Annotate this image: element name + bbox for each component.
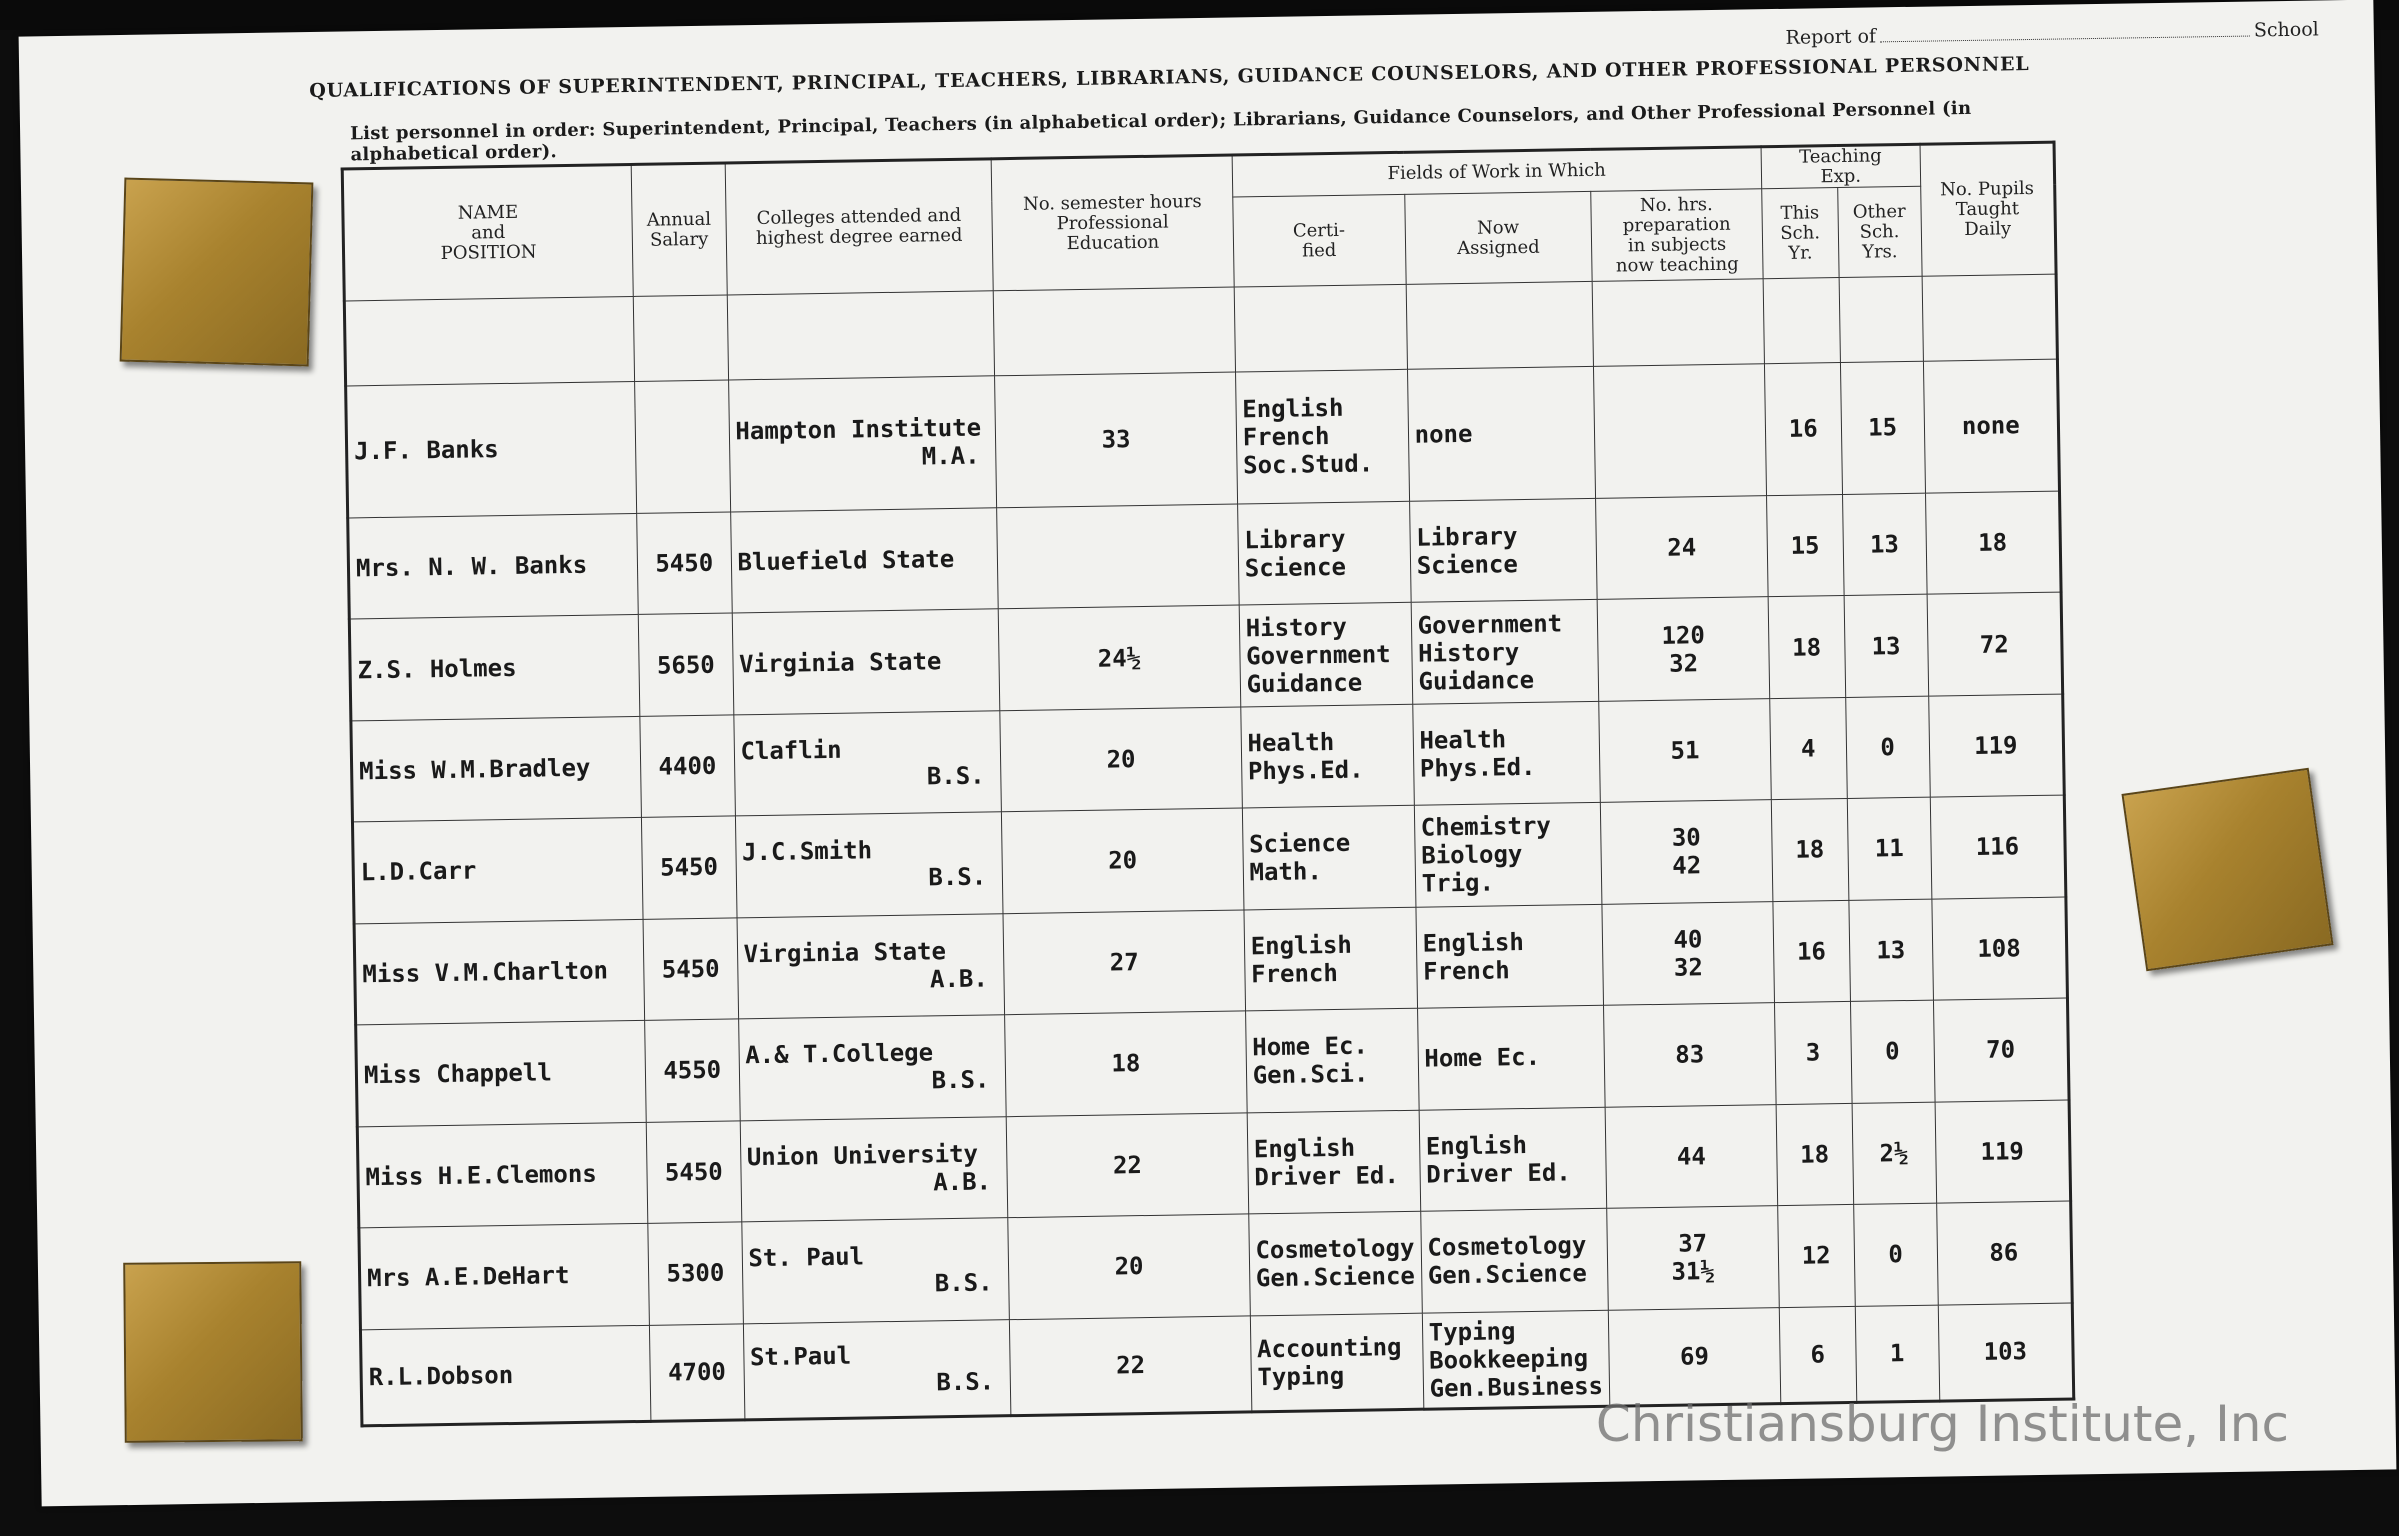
college-name: Hampton Institute: [735, 413, 982, 446]
assigned-line: Chemistry: [1420, 812, 1552, 843]
cell-pupils: 70: [1933, 998, 2069, 1102]
prep-hours-line: 69: [1679, 1341, 1710, 1371]
cell-prep-hours: [1599, 698, 1771, 802]
assigned-line: French: [1422, 956, 1510, 986]
cell-hours: 18: [1005, 1011, 1247, 1116]
degree: M.A.: [921, 441, 980, 471]
cell-prep-hours: [1593, 364, 1766, 499]
certified-line: Gen.Science: [1255, 1262, 1416, 1293]
certified-line: Gen.Sci.: [1252, 1059, 1369, 1090]
cell-name: Miss Chappell: [356, 1021, 647, 1127]
cell-name: L.D.Carr: [352, 818, 643, 924]
cell-certified: [1248, 1211, 1422, 1315]
header-this-year-line: Sch.: [1780, 221, 1821, 244]
cell-other-years: 13: [1844, 595, 1929, 698]
cell-assigned: [1419, 1107, 1607, 1211]
cell-salary: 5450: [637, 512, 732, 615]
header-certified-line: Certi-: [1292, 219, 1346, 242]
assigned-line: Trig.: [1421, 868, 1495, 899]
cell-certified: [1235, 369, 1409, 504]
header-other-years-line: Yrs.: [1861, 240, 1898, 263]
certified-line: Home Ec.: [1252, 1031, 1369, 1062]
cell-assigned: [1412, 701, 1600, 805]
certified-line: English: [1250, 930, 1353, 961]
header-prep-hours: [1591, 189, 1763, 282]
magnet-top-left: [120, 178, 314, 367]
cell-pupils: 108: [1932, 897, 2068, 1001]
header-other-years-line: Other: [1852, 200, 1906, 223]
assigned-line: Gen.Business: [1429, 1371, 1604, 1403]
cell-hours: 27: [1003, 910, 1245, 1015]
cell-pupils: none: [1923, 359, 2059, 493]
header-pupils-line: Daily: [1964, 218, 2012, 241]
certified-line: Guidance: [1246, 668, 1363, 698]
cell-certified: [1247, 1110, 1421, 1214]
prep-hours-line: 44: [1676, 1142, 1706, 1171]
cell-assigned: [1409, 498, 1597, 602]
cell-pupils: 18: [1925, 491, 2061, 595]
assigned-line: Home Ec.: [1424, 1043, 1541, 1074]
header-prep-hours-line: now teaching: [1615, 253, 1739, 277]
header-pupils-line: No. Pupils: [1940, 177, 2035, 201]
cell-this-year: 18: [1768, 596, 1845, 699]
assigned-line: English: [1425, 1130, 1528, 1161]
cell-pupils: 72: [1927, 592, 2063, 696]
header-salary-line: Salary: [649, 228, 709, 251]
cell-name: J.F. Banks: [346, 381, 637, 517]
header-certified-line: fied: [1301, 239, 1337, 261]
header-hours-line: Education: [1066, 231, 1160, 255]
cell-this-year: 16: [1773, 900, 1850, 1003]
cell-assigned: [1420, 1208, 1608, 1312]
degree: B.S.: [936, 1367, 995, 1397]
personnel-rows: [346, 359, 2074, 1426]
cell-college: [740, 1116, 1008, 1222]
cell-this-year: 15: [1766, 494, 1843, 597]
certified-line: Math.: [1249, 857, 1323, 887]
cell-certified: [1242, 806, 1416, 910]
prep-hours-line: 120: [1661, 620, 1706, 650]
cell-college: [732, 609, 1000, 715]
certified-line: Cosmetology: [1255, 1234, 1415, 1265]
header-pupils-line: Taught: [1955, 198, 2020, 221]
cell-college: [741, 1218, 1009, 1324]
cell-certified: [1245, 1008, 1419, 1112]
college-name: Virginia State: [743, 937, 947, 969]
cell-other-years: 0: [1850, 1000, 1935, 1103]
header-other-years-line: Sch.: [1859, 220, 1900, 243]
certified-line: Driver Ed.: [1254, 1160, 1400, 1192]
certified-line: Science: [1244, 552, 1347, 583]
assigned-line: Guidance: [1418, 665, 1535, 696]
cell-other-years: 11: [1847, 797, 1932, 900]
cell-prep-hours: [1604, 1003, 1776, 1107]
magnet-bottom-left: [123, 1261, 303, 1443]
certified-line: French: [1242, 422, 1330, 452]
cell-college: [735, 812, 1003, 918]
cell-hours: 33: [995, 372, 1237, 508]
certified-line: History: [1245, 612, 1348, 642]
cell-college: [743, 1319, 1011, 1420]
cell-prep-hours: [1596, 496, 1768, 600]
certified-line: Accounting: [1256, 1332, 1402, 1364]
cell-salary: 5300: [648, 1222, 743, 1325]
college-name: Virginia State: [738, 646, 942, 678]
cell-pupils: 103: [1938, 1303, 2074, 1402]
cell-college: [730, 508, 998, 614]
header-this-year-line: This: [1780, 201, 1820, 224]
cell-name: R.L.Dobson: [360, 1325, 651, 1426]
cell-name: Miss H.E.Clemons: [357, 1122, 648, 1228]
assigned-line: Library: [1416, 522, 1518, 552]
prep-hours-line: 32: [1673, 953, 1704, 982]
certified-line: Health: [1247, 728, 1335, 758]
cell-this-year: 3: [1774, 1002, 1851, 1105]
watermark: Christiansburg Institute, Inc: [1595, 1395, 2289, 1453]
cell-certified: [1240, 704, 1414, 808]
cell-salary: 4400: [640, 715, 735, 818]
cell-hours: 20: [1008, 1214, 1250, 1319]
cell-prep-hours: [1605, 1104, 1777, 1208]
form-instructions: List personnel in order: Superintendent, Principal, Teachers (in alphabetical order); Librarians, Guidance Counselors, and Other Professional Personnel (in alphabetical order).: [350, 97, 1972, 166]
cell-certified: [1250, 1313, 1423, 1412]
cell-salary: 5650: [638, 613, 733, 716]
cell-this-year: 18: [1771, 799, 1848, 902]
school-label: School: [2253, 18, 2319, 42]
header-fields-group: Fields of Work in Which: [1232, 147, 1762, 197]
certified-line: Government: [1245, 639, 1391, 670]
assigned-line: Typing: [1428, 1316, 1516, 1347]
assigned-line: none: [1414, 420, 1473, 450]
cell-prep-hours: [1597, 597, 1769, 701]
cell-prep-hours: [1607, 1206, 1779, 1310]
college-name: A.& T.College: [745, 1038, 934, 1070]
header-certified: [1232, 194, 1405, 287]
report-of-label: Report of: [1785, 25, 1877, 49]
header-salary-line: Annual: [646, 208, 712, 231]
header-colleges-line: Colleges attended and: [756, 204, 962, 230]
cell-other-years: 15: [1840, 361, 1925, 494]
college-name: St.Paul: [749, 1341, 852, 1372]
document-sheet: [19, 0, 2397, 1506]
cell-hours: 24½: [998, 605, 1240, 710]
header-teaching-exp-line: Teaching: [1799, 145, 1882, 168]
cell-hours: [997, 504, 1239, 609]
prep-hours-line: 40: [1673, 925, 1703, 954]
cell-assigned: [1422, 1310, 1610, 1409]
degree: B.S.: [931, 1065, 990, 1095]
college-name: J.C.Smith: [741, 836, 873, 867]
cell-other-years: 13: [1848, 899, 1933, 1002]
cell-other-years: 13: [1842, 493, 1927, 596]
cell-pupils: 86: [1936, 1201, 2072, 1305]
cell-name: Miss W.M.Bradley: [351, 716, 642, 822]
prep-hours-line: 30: [1671, 823, 1701, 853]
cell-assigned: [1411, 600, 1599, 704]
cell-salary: 5450: [643, 918, 738, 1021]
assigned-line: Science: [1416, 550, 1519, 580]
college-name: Bluefield State: [737, 545, 955, 577]
cell-name: Z.S. Holmes: [349, 615, 640, 721]
prep-hours-line: 32: [1668, 648, 1699, 678]
prep-hours-line: 83: [1675, 1040, 1705, 1070]
degree: A.B.: [932, 1167, 992, 1197]
cell-other-years: 0: [1853, 1203, 1938, 1306]
header-hours-line: Professional: [1056, 211, 1169, 235]
cell-certified: [1237, 501, 1411, 605]
cell-salary: [635, 380, 731, 513]
prep-hours-line: 42: [1672, 851, 1702, 881]
assigned-line: Gen.Science: [1427, 1259, 1588, 1290]
certified-line: English: [1242, 394, 1344, 424]
header-prep-hours-line: preparation: [1622, 213, 1731, 236]
cell-salary: 5450: [642, 816, 737, 919]
cell-pupils: 119: [1935, 1100, 2071, 1204]
cell-certified: [1239, 603, 1413, 707]
college-name: Claflin: [740, 735, 842, 766]
cell-prep-hours: [1600, 800, 1772, 904]
assigned-line: Biology: [1421, 840, 1523, 871]
report-of-line: [1785, 18, 2319, 48]
certified-line: Phys.Ed.: [1247, 755, 1364, 786]
degree: B.S.: [926, 761, 985, 791]
cell-pupils: 116: [1930, 795, 2066, 899]
cell-hours: 22: [1010, 1315, 1252, 1415]
college-name: Union University: [746, 1139, 979, 1172]
prep-hours-line: 24: [1667, 533, 1697, 562]
certified-line: Typing: [1257, 1361, 1345, 1392]
header-name-line: and: [471, 221, 506, 244]
assigned-line: Health: [1419, 725, 1507, 755]
cell-this-year: 12: [1778, 1204, 1855, 1307]
header-this-year: [1762, 188, 1839, 279]
degree: B.S.: [934, 1268, 993, 1298]
header-teaching-exp: [1761, 144, 1920, 188]
header-this-year-line: Yr.: [1788, 241, 1813, 264]
cell-this-year: 18: [1776, 1103, 1853, 1206]
cell-name: Mrs. N. W. Banks: [348, 513, 639, 619]
assigned-line: Driver Ed.: [1426, 1158, 1571, 1189]
certified-line: Soc.Stud.: [1242, 449, 1374, 480]
cell-hours: 20: [1002, 808, 1244, 913]
header-colleges: [725, 159, 994, 295]
cell-salary: 4550: [645, 1019, 740, 1122]
cell-assigned: [1414, 803, 1602, 907]
cell-hours: 20: [1000, 707, 1242, 812]
certified-line: English: [1253, 1133, 1356, 1164]
assigned-line: Phys.Ed.: [1419, 752, 1536, 783]
cell-name: Miss V.M.Charlton: [354, 919, 645, 1025]
cell-this-year: 4: [1770, 697, 1847, 800]
college-name: St. Paul: [748, 1242, 865, 1273]
cell-this-year: 6: [1779, 1306, 1856, 1404]
cell-this-year: 16: [1764, 363, 1842, 496]
cell-salary: 4700: [649, 1323, 744, 1421]
header-hours: [991, 155, 1233, 291]
header-prep-hours-line: in subjects: [1627, 233, 1727, 256]
qualifications-table: [341, 141, 2076, 1428]
cell-assigned: [1407, 366, 1595, 501]
header-name-line: NAME: [457, 201, 519, 224]
certified-line: Science: [1248, 829, 1351, 859]
form-title: QUALIFICATIONS OF SUPERINTENDENT, PRINCIPAL, TEACHERS, LIBRARIANS, GUIDANCE COUNSELORS, AND OTHER PROFESSIONAL PERSONNEL: [309, 53, 2030, 103]
cell-hours: 22: [1006, 1113, 1248, 1218]
cell-prep-hours: [1602, 901, 1774, 1005]
header-pupils: [1920, 142, 2056, 276]
header-name: [342, 164, 633, 301]
cell-name: Mrs A.E.DeHart: [359, 1223, 650, 1329]
cell-prep-hours: [1608, 1307, 1780, 1406]
assigned-line: Bookkeeping: [1428, 1343, 1589, 1375]
certified-line: French: [1250, 958, 1339, 989]
cell-other-years: 2½: [1852, 1102, 1937, 1205]
header-colleges-line: highest degree earned: [755, 224, 963, 250]
report-of-blank: [1880, 22, 2250, 43]
assigned-line: Government: [1417, 608, 1563, 640]
magnet-right: [2121, 768, 2333, 972]
cell-salary: 5450: [646, 1121, 741, 1224]
prep-hours-line: 37: [1678, 1229, 1708, 1258]
header-prep-hours-line: No. hrs.: [1639, 193, 1713, 216]
cell-college: [738, 1015, 1006, 1121]
header-salary: [631, 163, 727, 296]
cell-assigned: [1416, 904, 1604, 1008]
cell-assigned: [1417, 1005, 1605, 1109]
cell-other-years: 0: [1845, 696, 1930, 799]
cell-college: [737, 913, 1005, 1019]
header-teaching-exp-line: Exp.: [1820, 165, 1862, 188]
cell-pupils: 119: [1928, 694, 2064, 798]
header-assigned: [1404, 191, 1592, 284]
cell-certified: [1244, 907, 1418, 1011]
header-name-line: POSITION: [440, 241, 537, 264]
cell-other-years: 1: [1855, 1305, 1940, 1403]
prep-hours-line: 51: [1670, 736, 1700, 765]
assigned-line: Cosmetology: [1427, 1231, 1587, 1262]
certified-line: Library: [1244, 524, 1346, 555]
degree: B.S.: [928, 862, 987, 892]
degree: A.B.: [929, 964, 989, 994]
prep-hours-line: 31½: [1671, 1257, 1716, 1287]
header-assigned-line: Now: [1476, 216, 1520, 239]
header-assigned-line: Assigned: [1456, 236, 1540, 259]
cell-college: [728, 376, 997, 512]
header-hours-line: No. semester hours: [1022, 191, 1202, 215]
cell-college: [733, 711, 1001, 817]
assigned-line: English: [1422, 927, 1524, 958]
assigned-line: History: [1417, 637, 1520, 668]
header-other-years: [1837, 186, 1921, 277]
